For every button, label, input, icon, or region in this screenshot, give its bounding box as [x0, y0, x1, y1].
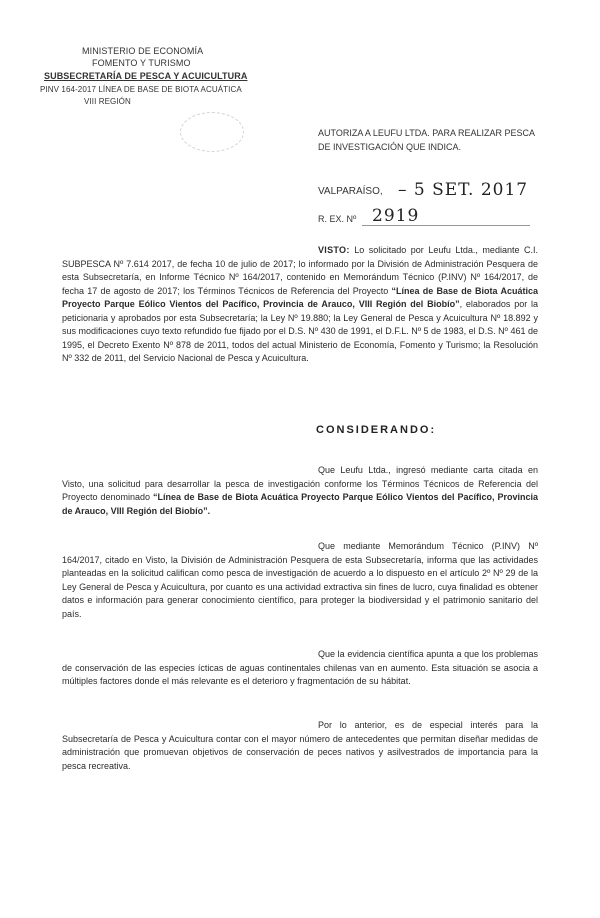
c1-project-title: “Línea de Base de Biota Acuática Proyecto Parque Eólico Vientos del Pacífico, Provincia de Arauco, VIII Región del Biobío”. — [62, 492, 538, 516]
considerando-paragraph-4 — [62, 719, 538, 773]
considerando-paragraph-1 — [62, 464, 538, 518]
visto-heading: VISTO: — [318, 245, 350, 255]
visto-paragraph — [62, 244, 538, 366]
considerando-heading: CONSIDERANDO: — [316, 424, 437, 436]
considerando-paragraph-2 — [62, 540, 538, 621]
header-subsecretaria: SUBSECRETARÍA DE PESCA Y ACUICULTURA — [44, 71, 248, 81]
resolution-label: R. EX. Nº — [318, 214, 357, 224]
header-ministry: MINISTERIO DE ECONOMÍA — [82, 46, 204, 56]
faded-stamp-icon — [180, 112, 244, 152]
visto-project-title: “Línea de Base de Biota Acuática Proyecto Parque Eólico Vientos del Pacífico, Provincia de Arauco, VIII Región del Biobío” — [62, 285, 538, 309]
c2-text: Que mediante Memorándum Técnico (P.INV) Nº 164/2017, citado en Visto, la División de Administración Pesquera de esta Subsecretaría, informa que las actividades planteadas en la solicitud califican como pesca de investigación de acuerdo a lo dispuesto en el artículo 2º Nº 29 de la Ley General de Pesca y Acuicultura, por cuanto es una actividad extractiva sin fines de lucro, cuya finalidad es obtener datos e información para generar conocimiento científico, para proteger la biodiversidad y el patrimonio sanitario del país. — [62, 541, 538, 619]
date-stamp: – 5 SET. 2017 — [398, 180, 529, 200]
visto-text-2: , elaborados por la peticionaria y aprobados por esta Subsecretaría; la Ley Nº 19.880; la Ley General de Pesca y Acuicultura Nº 18.892 y sus modificaciones cuyo texto refundido fue fijado por el D.S. Nº 430 de 1991, el D.F.L. Nº 5 de 1983, el D.S. Nº 461 de 1995, el Decreto Exento Nº 878 de 2011, todos del actual Ministerio de Economía, Fomento y Turismo; la Resolución Nº 332 de 2011, del Servicio Nacional de Pesca y Acuicultura. — [62, 299, 538, 363]
c1-text: Que Leufu Ltda., ingresó mediante carta citada en Visto, una solicitud para desarrollar la pesca de investigación conforme los Términos Técnicos de Referencia del Proyecto denominado — [62, 465, 538, 502]
resolution-underline — [362, 225, 530, 226]
c3-text: Que la evidencia científica apunta a que los problemas de conservación de las especies ícticas de aguas continentales chilenas van en aumento. Esta situación se asocia a múltiples factores donde el más relevante es el deterioro y fragmentación de su hábitat. — [62, 649, 538, 686]
c4-text: Por lo anterior, es de especial interés para la Subsecretaría de Pesca y Acuicultura contar con el mayor número de antecedentes que permitan diseñar medidas de administración que promuevan objetivos de conservación de peces nativos y asilvestrados de importancia para la pesca recreativa. — [62, 720, 538, 771]
header-fomento: FOMENTO Y TURISMO — [92, 58, 191, 68]
header-region: VIII REGIÓN — [84, 97, 131, 106]
visto-text-1: Lo solicitado por Leufu Ltda., mediante C.I. SUBPESCA Nº 7.614 2017, de fecha 10 de julio de 2017; lo informado por la División de Administración Pesquera de esta Subsecretaría, en Informe Técnico Nº 164/2017, contenido en Memorándum Técnico (P.INV) Nº 164/2017, de fecha 17 de agosto de 2017; los Términos Técnicos de Referencia del Proyecto — [62, 245, 538, 296]
resolution-number: 2919 — [372, 206, 420, 226]
header-pinv-reference: PINV 164-2017 LÍNEA DE BASE DE BIOTA ACUÁTICA — [40, 85, 242, 94]
document-subject: AUTORIZA A LEUFU LTDA. PARA REALIZAR PESCA DE INVESTIGACIÓN QUE INDICA. — [318, 128, 535, 152]
place-label: VALPARAÍSO, — [318, 186, 383, 197]
considerando-paragraph-3 — [62, 648, 538, 689]
